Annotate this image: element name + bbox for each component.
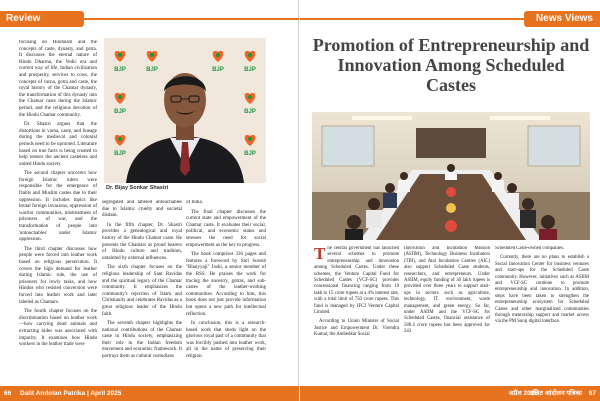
bjp-text: BJP xyxy=(244,67,256,73)
paragraph: According to Union Minister of Social Justice and Empowerment Dr. Virendra Kumar, the Ambedkar Social xyxy=(314,319,399,338)
paragraph: In the fifth chapter, Dr. Shastri provides a genealogical and royal history of the Hindu Chamar caste. He presents the Chamars as proud bearers of Hindu culture and tradition, untainted by external influences. xyxy=(102,222,182,261)
right-page xyxy=(300,0,600,401)
portrait-illustration xyxy=(104,38,266,183)
bjp-text: BJP xyxy=(212,67,224,73)
article-column-3 xyxy=(495,246,589,381)
paragraph: The third chapter discusses how people were forced into leather work based on religious persecution. It covers the high demand for leather during Islamic rule, the use of prisoners for lowly tasks, and how Hindus who resisted conversion were forced into leather work and later labeled as Chamars. xyxy=(19,246,97,305)
photo-caption: Dr. Bijay Sonkar Shastri xyxy=(104,184,266,193)
paragraph: segregated and labeled untouchables due to Islamic cruelty and societal disdain. xyxy=(102,200,182,219)
magazine-name-hindi: दलित आंदोलन पत्रिका xyxy=(529,390,582,397)
page-number: 66 xyxy=(4,390,12,397)
article-column-2 xyxy=(102,200,182,380)
paragraph: Scheduled Caste-owned companies. xyxy=(495,246,565,251)
conference-room-illustration xyxy=(312,112,590,240)
bjp-text: BJP xyxy=(244,151,256,157)
header-rule xyxy=(300,18,524,20)
paragraph: Dr. Shastri argues that the distortions in varna, caste, and lineage during the medieval and colonial periods need to be uprooted. Literature based on true facts is being created to help restore the ancient casteless and united Hindu society. xyxy=(19,122,97,167)
bjp-text: BJP xyxy=(114,67,126,73)
bjp-text: BJP xyxy=(114,109,126,115)
paragraph: The second chapter uncovers how foreign Islamic rulers were responsible for the emergence of Dalits and Muslim castes due to their oppression. It includes topics like brutal foreign invasions, oppression of warrior communities, mistreatment of prisoners of war, and the transformation of people into 'untouchables' under Islamic oppression. xyxy=(19,171,97,243)
headline: Promotion of Entrepreneurship and Innovation Among Scheduled Castes xyxy=(312,35,590,95)
paragraph: The seventh chapter highlights the national contributions of the Chamar caste in Hindu society, emphasizing their role in the Indian freedom movement and economic framework. It portrays them as cultural custodians xyxy=(102,321,182,360)
article-column-3 xyxy=(186,200,266,380)
paragraph: The book comprises 336 pages and features a foreword by Shri Suresh "Bhaiyyaji" Joshi, a senior member of the RSS. He praises the work for tracing the ancestry, gotras, and sub-castes of the leather-working communities. According to him, this book does not just provide information but opens a new path for intellectual reflection. xyxy=(186,252,266,317)
section-label: Review xyxy=(6,13,41,24)
paragraph: Innovation and Incubation Mission (ASIIM), Technology Business Incubators (TBI), and Atal Incubation Centres (AIC) also support Scheduled Caste students, researchers, and entrepreneurs. Under ASIIM, equity funding of 30 lakh rupees is provided over three years to support start-ups in sectors such as agriculture, technology, IT, environment, waste management, and green energy. So far, under ASIIM and the VCF-SC for Scheduled Castes, financial assistance of 588.4 crore rupees has been approved for 243 xyxy=(404,246,490,335)
paragraph: In conclusion, this is a research-based work that sheds light on the glorious royal past of a community that was forcibly pushed into leather work, all in the name of preserving their religion. xyxy=(186,321,266,360)
section-header-news-views xyxy=(524,11,600,27)
paragraph: of India. xyxy=(186,200,203,205)
bjp-text: BJP xyxy=(146,67,158,73)
magazine-name: Dalit Andolan Patrika | April 2025 xyxy=(20,390,122,397)
meeting-photo xyxy=(312,112,590,240)
lead-text: he central government has launched several schemes to promote entrepreneurship and innovation among Scheduled Castes. Under these schemes, the Venture Capital Fund for Scheduled Castes (VCF-SC) provides concessional financing ranging from 10 lakh to 15 crore rupees at a 4% interest rate, with a total limit of 750 crore rupees. This fund is managed by IFCI Venture Capital Limited. xyxy=(314,246,399,316)
bjp-text: BJP xyxy=(244,109,256,115)
section-header-review xyxy=(0,11,84,27)
paragraph: Currently, there are no plans to establish a Social Innovation Center for business ventures and start-ups for the Scheduled Caste community. However, initiatives such as ASIIM and VCF-SC continue to promote entrepreneurship and innovation. In addition, steps have been taken to strengthen the entrepreneurship ecosystem for Scheduled Castes and other marginalized communities through mentorship support and market access via the PM Suraj digital interface. xyxy=(495,255,589,325)
left-page xyxy=(0,0,299,401)
issue-date: अप्रैल 2025 xyxy=(508,390,538,397)
article-column-1 xyxy=(314,246,399,381)
paragraph: focusing on Hinduism and the concepts of caste, dynasty, and gotra. It discusses the eternal nature of Hindu Dharma, the Vedic era and current way of life, Indian civilization and prosperity, services to cows, the concepts of varna, gotra and caste, the royal history of the Chamar dynasty, the transformation of this dynasty into the Chamar caste during the Islamic period, and the religious devotion of the Hindu Chamar community. xyxy=(19,40,97,118)
header-rule xyxy=(84,18,299,20)
section-label: News Views xyxy=(535,13,593,24)
article-column-1 xyxy=(19,40,97,380)
paragraph: The sixth chapter focuses on the religious leadership of Sant Ravidas and the spiritual legacy of the Chamar community. It emphasizes the community's rejection of Islam and Christianity and celebrates Ravidas as a great religious leader of the Hindu faith. xyxy=(102,265,182,317)
drop-cap: T xyxy=(314,246,326,263)
author-photo xyxy=(104,38,266,183)
left-footer xyxy=(0,386,299,401)
right-footer xyxy=(300,386,600,401)
paragraph: The fourth chapter focuses on the discrimination based on leather work—how carrying dead animals and extracting hides was associated with impurity. It examines how Hindu workers in the leather trade were xyxy=(19,309,97,348)
article-column-2 xyxy=(404,246,490,381)
bjp-text: BJP xyxy=(114,151,126,157)
paragraph xyxy=(314,246,399,316)
page-number: 67 xyxy=(588,390,596,397)
paragraph: The final chapter discusses the current state and empowerment of the Chamar caste. It evaluates their social, political, and economic status and stresses the need for social empowerment as the key to progress. xyxy=(186,209,266,248)
